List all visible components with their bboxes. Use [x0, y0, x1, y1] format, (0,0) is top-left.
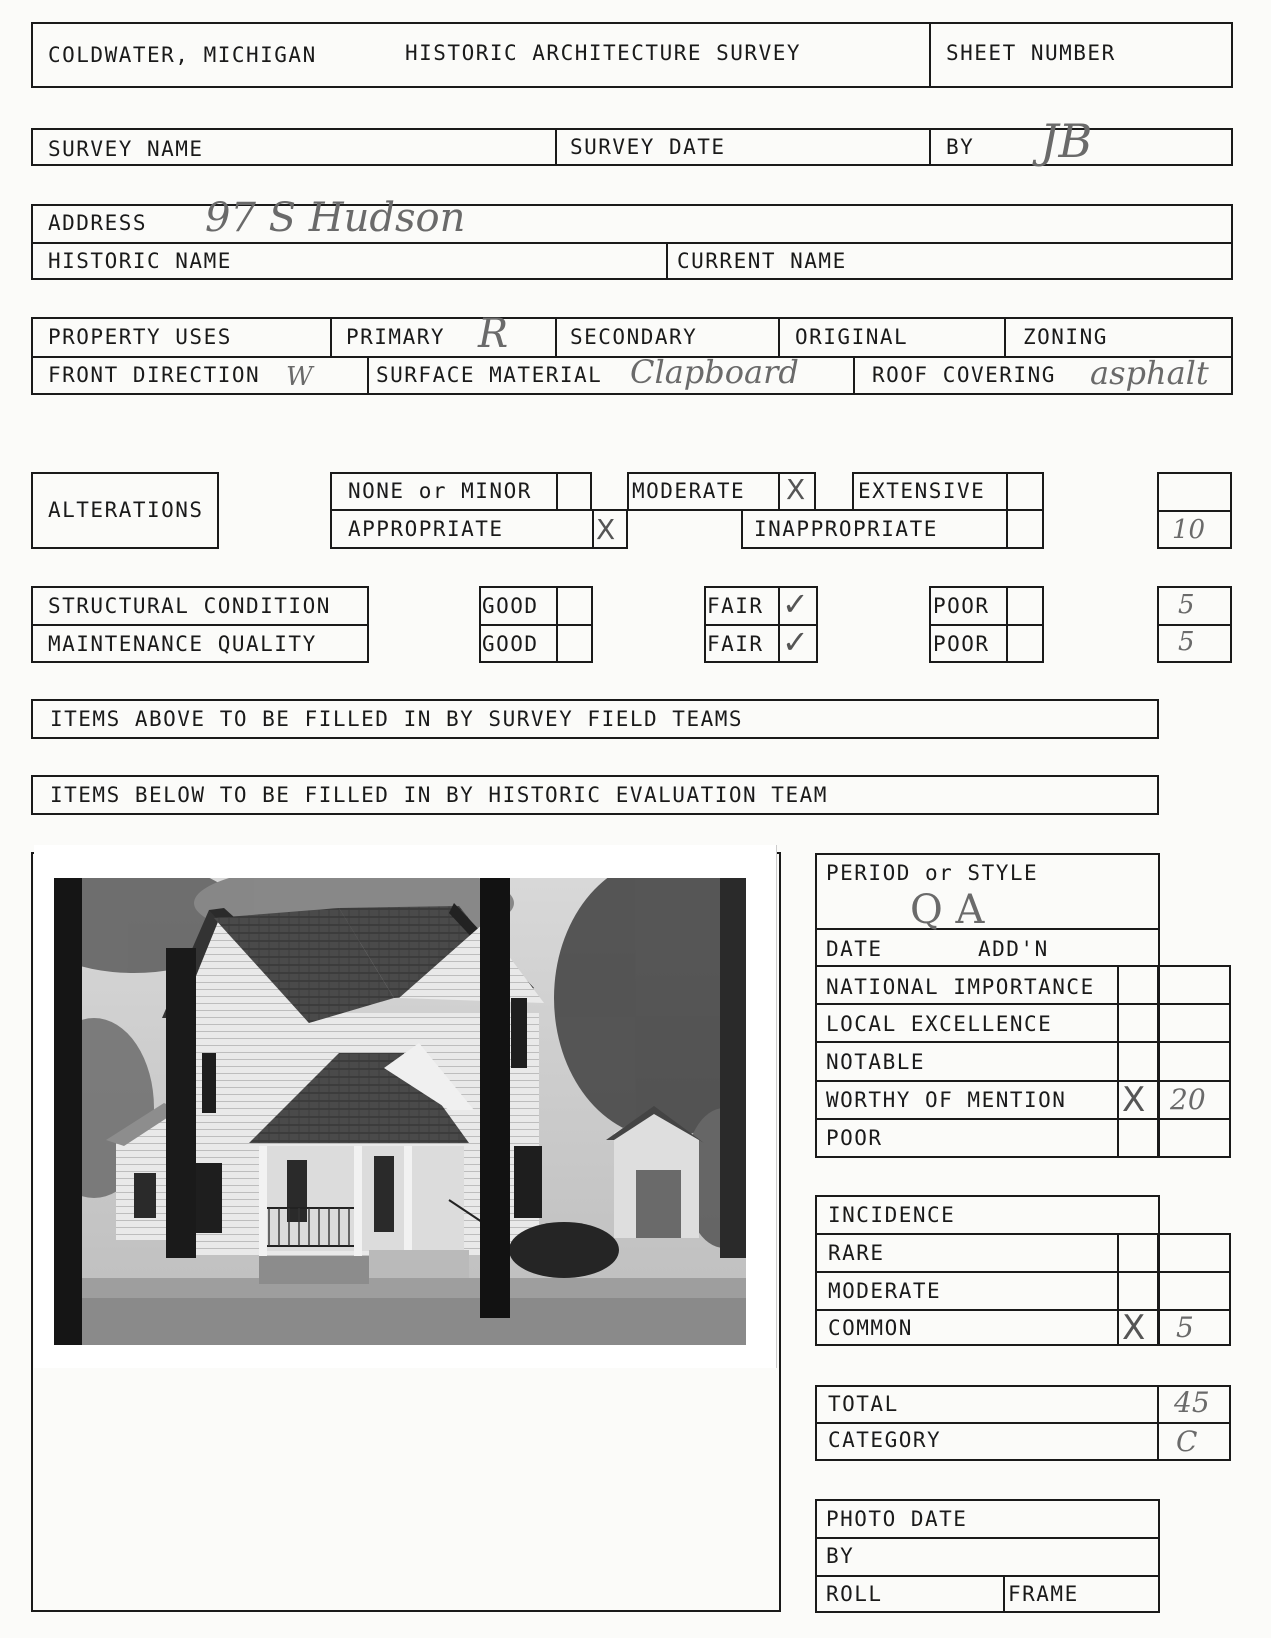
totals-line — [815, 1422, 1231, 1424]
common-score: 5 — [1176, 1311, 1194, 1344]
structural-good-label: GOOD — [482, 594, 539, 618]
national-importance-label: NATIONAL IMPORTANCE — [826, 975, 1095, 999]
addn-label: ADD'N — [978, 937, 1049, 961]
date-label: DATE — [826, 937, 883, 961]
incidence-line-1 — [815, 1233, 1231, 1235]
structural-fair-mark: ✓ — [782, 585, 809, 623]
worthy-of-mention-label: WORTHY OF MENTION — [826, 1088, 1067, 1112]
incidence-label: INCIDENCE — [828, 1203, 956, 1227]
total-value: 45 — [1174, 1386, 1210, 1419]
survey-divider-2 — [929, 128, 931, 166]
rare-label: RARE — [828, 1241, 885, 1265]
property-uses-label: PROPERTY USES — [48, 325, 232, 349]
incidence-line-2 — [815, 1271, 1231, 1273]
eval-line-3 — [815, 1003, 1231, 1005]
condition-score-line — [1157, 624, 1232, 626]
property-div-6 — [853, 356, 855, 395]
notable-label: NOTABLE — [826, 1050, 926, 1074]
extensive-label: EXTENSIVE — [858, 479, 986, 503]
local-excellence-label: LOCAL EXCELLENCE — [826, 1012, 1053, 1036]
appropriate-mark: X — [596, 513, 616, 546]
frame-label: FRAME — [1008, 1582, 1079, 1606]
evaluation-score-div — [1157, 965, 1159, 1158]
inappropriate-label: INAPPROPRIATE — [754, 517, 938, 541]
alterations-score: 10 — [1172, 515, 1206, 545]
extensive-check-div — [1006, 472, 1008, 511]
eval-line-5 — [815, 1080, 1231, 1082]
surface-material-label: SURFACE MATERIAL — [376, 363, 603, 387]
maintenance-quality-label: MAINTENANCE QUALITY — [48, 632, 317, 656]
zoning-label: ZONING — [1023, 325, 1108, 349]
maintenance-score: 5 — [1178, 627, 1195, 657]
front-direction-value: W — [286, 362, 313, 392]
form-title: HISTORIC ARCHITECTURE SURVEY — [405, 41, 802, 65]
inappropriate-check-div — [1006, 509, 1008, 549]
condition-label-line — [31, 624, 369, 626]
worthy-score: 20 — [1170, 1083, 1206, 1116]
incidence-score-div — [1157, 1233, 1159, 1346]
maintenance-poor-label: POOR — [933, 632, 990, 656]
survey-by-label: BY — [946, 135, 975, 159]
primary-value: R — [478, 311, 509, 357]
structural-poor-label: POOR — [933, 594, 990, 618]
none-minor-check-div — [556, 472, 558, 511]
address-value: 97 S Hudson — [205, 195, 466, 241]
structural-score: 5 — [1178, 590, 1195, 620]
maintenance-fair-mark: ✓ — [782, 623, 809, 661]
original-label: ORIGINAL — [795, 325, 909, 349]
property-div-3 — [778, 317, 780, 356]
maintenance-good-label: GOOD — [482, 632, 539, 656]
property-div-5 — [367, 356, 369, 395]
roof-covering-value: asphalt — [1090, 354, 1209, 392]
roll-label: ROLL — [826, 1582, 883, 1606]
property-div-4 — [1004, 317, 1006, 356]
below-note: ITEMS BELOW TO BE FILLED IN BY HISTORIC EVALUATION TEAM — [50, 783, 828, 807]
sheet-number-label: SHEET NUMBER — [946, 41, 1116, 65]
structural-condition-label: STRUCTURAL CONDITION — [48, 594, 331, 618]
evaluation-box — [815, 853, 1160, 1158]
eval-line-2 — [815, 965, 1231, 967]
incidence-moderate-label: MODERATE — [828, 1279, 942, 1303]
survey-date-label: SURVEY DATE — [570, 135, 726, 159]
structural-fair-label: FAIR — [707, 594, 764, 618]
appropriate-label: APPROPRIATE — [348, 517, 504, 541]
moderate-check-div — [778, 472, 780, 511]
incidence-line-3 — [815, 1309, 1231, 1311]
good-check-div — [556, 586, 558, 663]
address-label: ADDRESS — [48, 211, 148, 235]
photo-info-line-2 — [815, 1575, 1160, 1577]
photo-tree-right — [720, 878, 746, 1258]
survey-name-label: SURVEY NAME — [48, 137, 204, 161]
period-style-value: Q A — [910, 887, 985, 933]
photo-by-label: BY — [826, 1544, 855, 1568]
alterations-score-line — [1157, 510, 1232, 512]
survey-by-value: JB — [1040, 114, 1093, 168]
photo-info-line-1 — [815, 1537, 1160, 1539]
historic-name-label: HISTORIC NAME — [48, 249, 232, 273]
house-photo — [54, 878, 746, 1345]
property-div-1 — [330, 317, 332, 356]
eval-poor-label: POOR — [826, 1126, 883, 1150]
address-row-line — [31, 242, 1233, 244]
total-label: TOTAL — [828, 1392, 899, 1416]
eval-line-1 — [815, 928, 1160, 930]
fair-check-div — [778, 586, 780, 663]
alterations-label: ALTERATIONS — [48, 498, 204, 522]
city-label: COLDWATER, MICHIGAN — [48, 43, 317, 67]
good-line — [479, 624, 593, 626]
worthy-mark: X — [1122, 1080, 1146, 1120]
surface-material-value: Clapboard — [630, 353, 799, 391]
appropriate-check-div — [592, 509, 594, 549]
header-divider — [929, 22, 931, 88]
survey-divider-1 — [555, 128, 557, 166]
photo-chimney — [166, 948, 196, 1258]
eval-line-4 — [815, 1041, 1231, 1043]
property-div-2 — [555, 317, 557, 356]
photo-info-div — [1003, 1575, 1005, 1613]
poor-line — [929, 624, 1044, 626]
address-divider — [666, 242, 668, 280]
category-value: C — [1176, 1425, 1198, 1458]
secondary-label: SECONDARY — [570, 325, 698, 349]
photo-tree-left — [54, 878, 82, 1345]
maintenance-fair-label: FAIR — [707, 632, 764, 656]
primary-label: PRIMARY — [346, 325, 446, 349]
current-name-label: CURRENT NAME — [677, 249, 847, 273]
poor-check-div — [1006, 586, 1008, 663]
category-label: CATEGORY — [828, 1428, 942, 1452]
moderate-mark: X — [786, 473, 806, 506]
period-style-label: PERIOD or STYLE — [826, 861, 1039, 885]
roof-covering-label: ROOF COVERING — [872, 363, 1056, 387]
common-mark: X — [1122, 1308, 1146, 1348]
photo-date-label: PHOTO DATE — [826, 1507, 968, 1531]
evaluation-score-box — [1117, 965, 1231, 1158]
above-note: ITEMS ABOVE TO BE FILLED IN BY SURVEY FIELD TEAMS — [50, 707, 744, 731]
moderate-label: MODERATE — [632, 479, 746, 503]
none-minor-label: NONE or MINOR — [348, 479, 532, 503]
photo-tree-center — [480, 878, 510, 1318]
front-direction-label: FRONT DIRECTION — [48, 363, 261, 387]
eval-line-6 — [815, 1118, 1231, 1120]
common-label: COMMON — [828, 1316, 913, 1340]
